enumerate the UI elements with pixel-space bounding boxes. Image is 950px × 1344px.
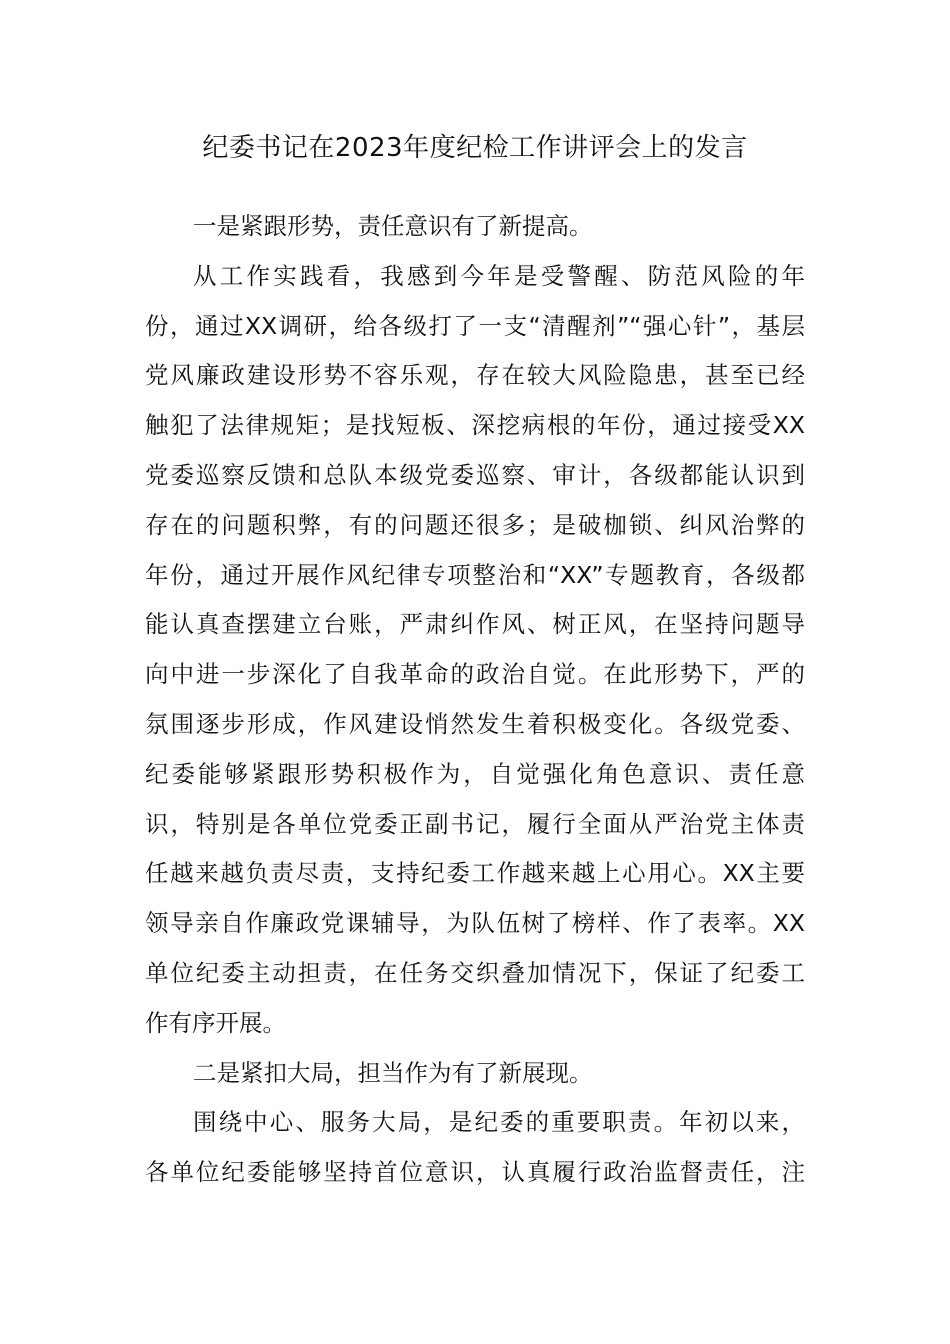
text-line: 能认真查摆建立台账，严肃纠作风、树正风，在坚持问题导 — [145, 610, 805, 639]
document-title: 纪委书记在2023年度纪检工作讲评会上的发言 — [202, 133, 748, 163]
text-line: 向中进一步深化了自我革命的政治自觉。在此形势下，严的 — [145, 660, 805, 689]
document-body — [145, 202, 805, 1198]
text-line: 围绕中心、服务大局，是纪委的重要职责。年初以来， — [193, 1108, 805, 1137]
text-line: 二是紧扣大局，担当作为有了新展现。 — [193, 1058, 593, 1087]
text-line: 党风廉政建设形势不容乐观，存在较大风险隐患，甚至已经 — [145, 361, 805, 390]
text-line: 领导亲自作廉政党课辅导，为队伍树了榜样、作了表率。XX — [145, 909, 805, 938]
text-line: 党委巡察反馈和总队本级党委巡察、审计，各级都能认识到 — [145, 460, 805, 489]
text-line: 单位纪委主动担责，在任务交织叠加情况下，保证了纪委工 — [145, 958, 805, 987]
text-line: 从工作实践看，我感到今年是受警醒、防范风险的年 — [193, 261, 805, 290]
text-line: 任越来越负责尽责，支持纪委工作越来越上心用心。XX主要 — [145, 859, 805, 888]
text-line: 各单位纪委能够坚持首位意识，认真履行政治监督责任，注 — [145, 1158, 805, 1187]
text-line: 纪委能够紧跟形势积极作为，自觉强化角色意识、责任意 — [145, 759, 805, 788]
text-line: 识，特别是各单位党委正副书记，履行全面从严治党主体责 — [145, 809, 805, 838]
text-line: 氛围逐步形成，作风建设悄然发生着积极变化。各级党委、 — [145, 709, 805, 738]
text-line: 作有序开展。 — [145, 1008, 286, 1037]
text-line: 存在的问题积弊，有的问题还很多；是破枷锁、纠风治弊的 — [145, 510, 805, 539]
text-line: 一是紧跟形势，责任意识有了新提高。 — [193, 212, 593, 240]
text-line: 触犯了法律规矩；是找短板、深挖病根的年份，通过接受XX — [145, 411, 805, 440]
text-line: 份，通过XX调研，给各级打了一支“清醒剂”“强心针”，基层 — [145, 311, 805, 340]
text-line: 年份，通过开展作风纪律专项整治和“XX”专题教育，各级都 — [145, 560, 805, 589]
